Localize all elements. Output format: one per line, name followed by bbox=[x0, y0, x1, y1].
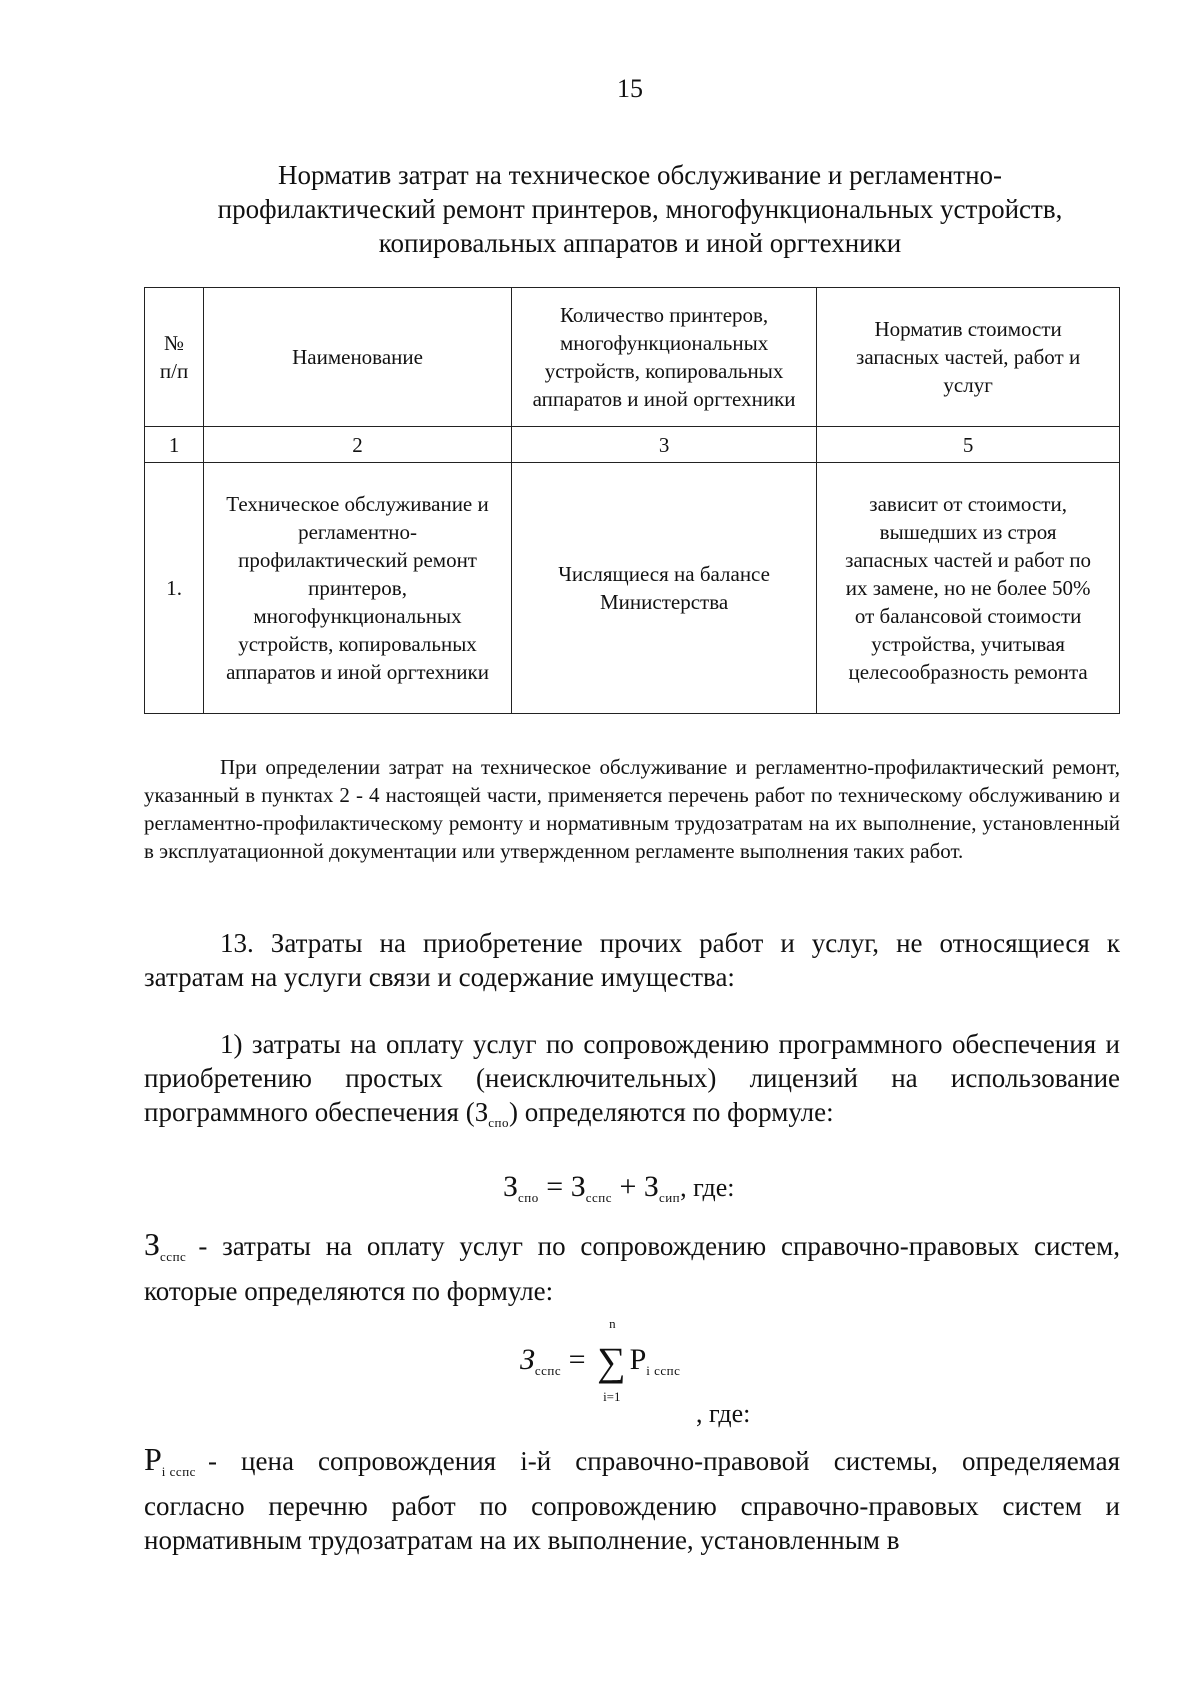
item-1-symbol-sub: спо bbox=[488, 1115, 509, 1130]
definition-symbol bbox=[144, 1442, 196, 1489]
sum-sign bbox=[597, 1316, 626, 1404]
definition-symbol-sub: i сспс bbox=[161, 1464, 196, 1479]
sum-upper-limit: n bbox=[609, 1316, 616, 1331]
header-cell-name: Наименование bbox=[204, 288, 512, 427]
formula-term: P bbox=[629, 1343, 647, 1376]
section-13-paragraph: 13. Затраты на приобретение прочих работ и услуг, не относящиеся к затратам на услуги связи и содержание имущества: bbox=[144, 928, 1120, 992]
formula-subscript: сип bbox=[658, 1190, 681, 1205]
header-norm-text: Норматив стоимости запасных частей, работ и услуг bbox=[856, 317, 1081, 397]
formula-subscript: спо bbox=[518, 1190, 539, 1205]
page-number: 15 bbox=[617, 74, 643, 103]
formula-sspc bbox=[520, 1316, 681, 1404]
row-quantity-cell bbox=[511, 463, 816, 714]
item-1-text: 1) затраты на оплату услуг по сопровождению программного обеспечения и приобретению простых (неисключительных) лицензий на использование программного обеспечения ( bbox=[144, 1029, 1120, 1127]
table-column-numbers-row bbox=[145, 427, 1120, 463]
table-header-row bbox=[145, 288, 1120, 427]
formula-subscript: сспс bbox=[534, 1363, 562, 1378]
norms-table bbox=[144, 287, 1120, 714]
note-paragraph: При определении затрат на техническое обслуживание и регламентно-профилактический ремонт, указанный в пунктах 2 - 4 настоящей части, применяется перечень работ по техническому обслуживанию и регламентно-профилактическому ремонту и нормативным трудозатратам на их выполнение, установленный в эксплуатационной документации или утвержденном регламенте выполнения таких работ. bbox=[144, 755, 1120, 863]
definition-symbol-letter: P bbox=[144, 1441, 162, 1477]
item-1-paragraph bbox=[144, 1027, 1120, 1140]
item-1-symbol: З bbox=[474, 1097, 489, 1127]
formula-subscript: i сспс bbox=[646, 1363, 681, 1378]
formula-term: З bbox=[520, 1343, 535, 1376]
formula-subscript: сспс bbox=[585, 1190, 612, 1205]
definition-symbol bbox=[144, 1227, 186, 1274]
definition-sspc-paragraph bbox=[144, 1227, 1120, 1308]
row-name-text: Техническое обслуживание и регламентно-профилактический ремонт принтеров, многофункциональных устройств, копировальных аппаратов и иной оргтехники bbox=[226, 492, 489, 684]
column-number-cell: 3 bbox=[511, 427, 816, 463]
row-norm-text: зависит от стоимости, вышедших из строя запасных частей и работ по их замене, но не более 50% от балансовой стоимости устройства, учитывая целесообразность ремонта bbox=[845, 492, 1092, 684]
item-1-end: ) определяются по формуле: bbox=[508, 1097, 834, 1127]
formula-term: З bbox=[643, 1170, 659, 1203]
row-name-cell bbox=[204, 463, 512, 714]
column-number-cell: 2 bbox=[204, 427, 512, 463]
header-number-text: № п/п bbox=[159, 331, 189, 383]
formula-suffix: , где: bbox=[696, 1399, 751, 1428]
formula-term: З bbox=[570, 1170, 586, 1203]
sigma-symbol: ∑ bbox=[597, 1339, 626, 1384]
title-line: профилактический ремонт принтеров, многофункциональных устройств, bbox=[217, 194, 1063, 224]
definition-text: - цена сопровождения i-й справочно-правовой системы, определяемая согласно перечню работ по сопровождению справочно-правовых систем и нормативным трудозатратам на их выполнение, установленным в bbox=[144, 1446, 1120, 1555]
row-number-cell: 1. bbox=[145, 463, 204, 714]
title-line: Норматив затрат на техническое обслуживание и регламентно- bbox=[277, 160, 1003, 190]
formula-equals: = bbox=[568, 1343, 586, 1376]
formula-plus: + bbox=[619, 1170, 637, 1203]
sum-lower-limit: i=1 bbox=[603, 1389, 621, 1404]
header-cell-quantity: Количество принтеров, многофункциональных устройств, копировальных аппаратов и иной оргтехники bbox=[511, 288, 816, 427]
header-cell-number bbox=[145, 288, 204, 427]
formula-spo bbox=[503, 1170, 735, 1206]
definition-symbol-letter: З bbox=[144, 1226, 161, 1262]
column-number-cell: 5 bbox=[817, 427, 1120, 463]
row-norm-cell bbox=[817, 463, 1120, 714]
row-quantity-text: Числящиеся на балансе Министерства bbox=[558, 562, 770, 614]
formula-suffix: , где: bbox=[680, 1173, 735, 1202]
section-title bbox=[150, 158, 1130, 260]
definition-price-paragraph bbox=[144, 1442, 1120, 1557]
formula-equals: = bbox=[546, 1170, 564, 1203]
header-cell-norm bbox=[817, 288, 1120, 427]
title-line: копировальных аппаратов и иной оргтехники bbox=[378, 228, 902, 258]
definition-text: - затраты на оплату услуг по сопровождению справочно-правовых систем, которые определяются по формуле: bbox=[144, 1231, 1120, 1306]
column-number-cell: 1 bbox=[145, 427, 204, 463]
formula-term: З bbox=[503, 1170, 519, 1203]
table-row bbox=[145, 463, 1120, 714]
definition-symbol-sub: сспс bbox=[160, 1249, 187, 1264]
